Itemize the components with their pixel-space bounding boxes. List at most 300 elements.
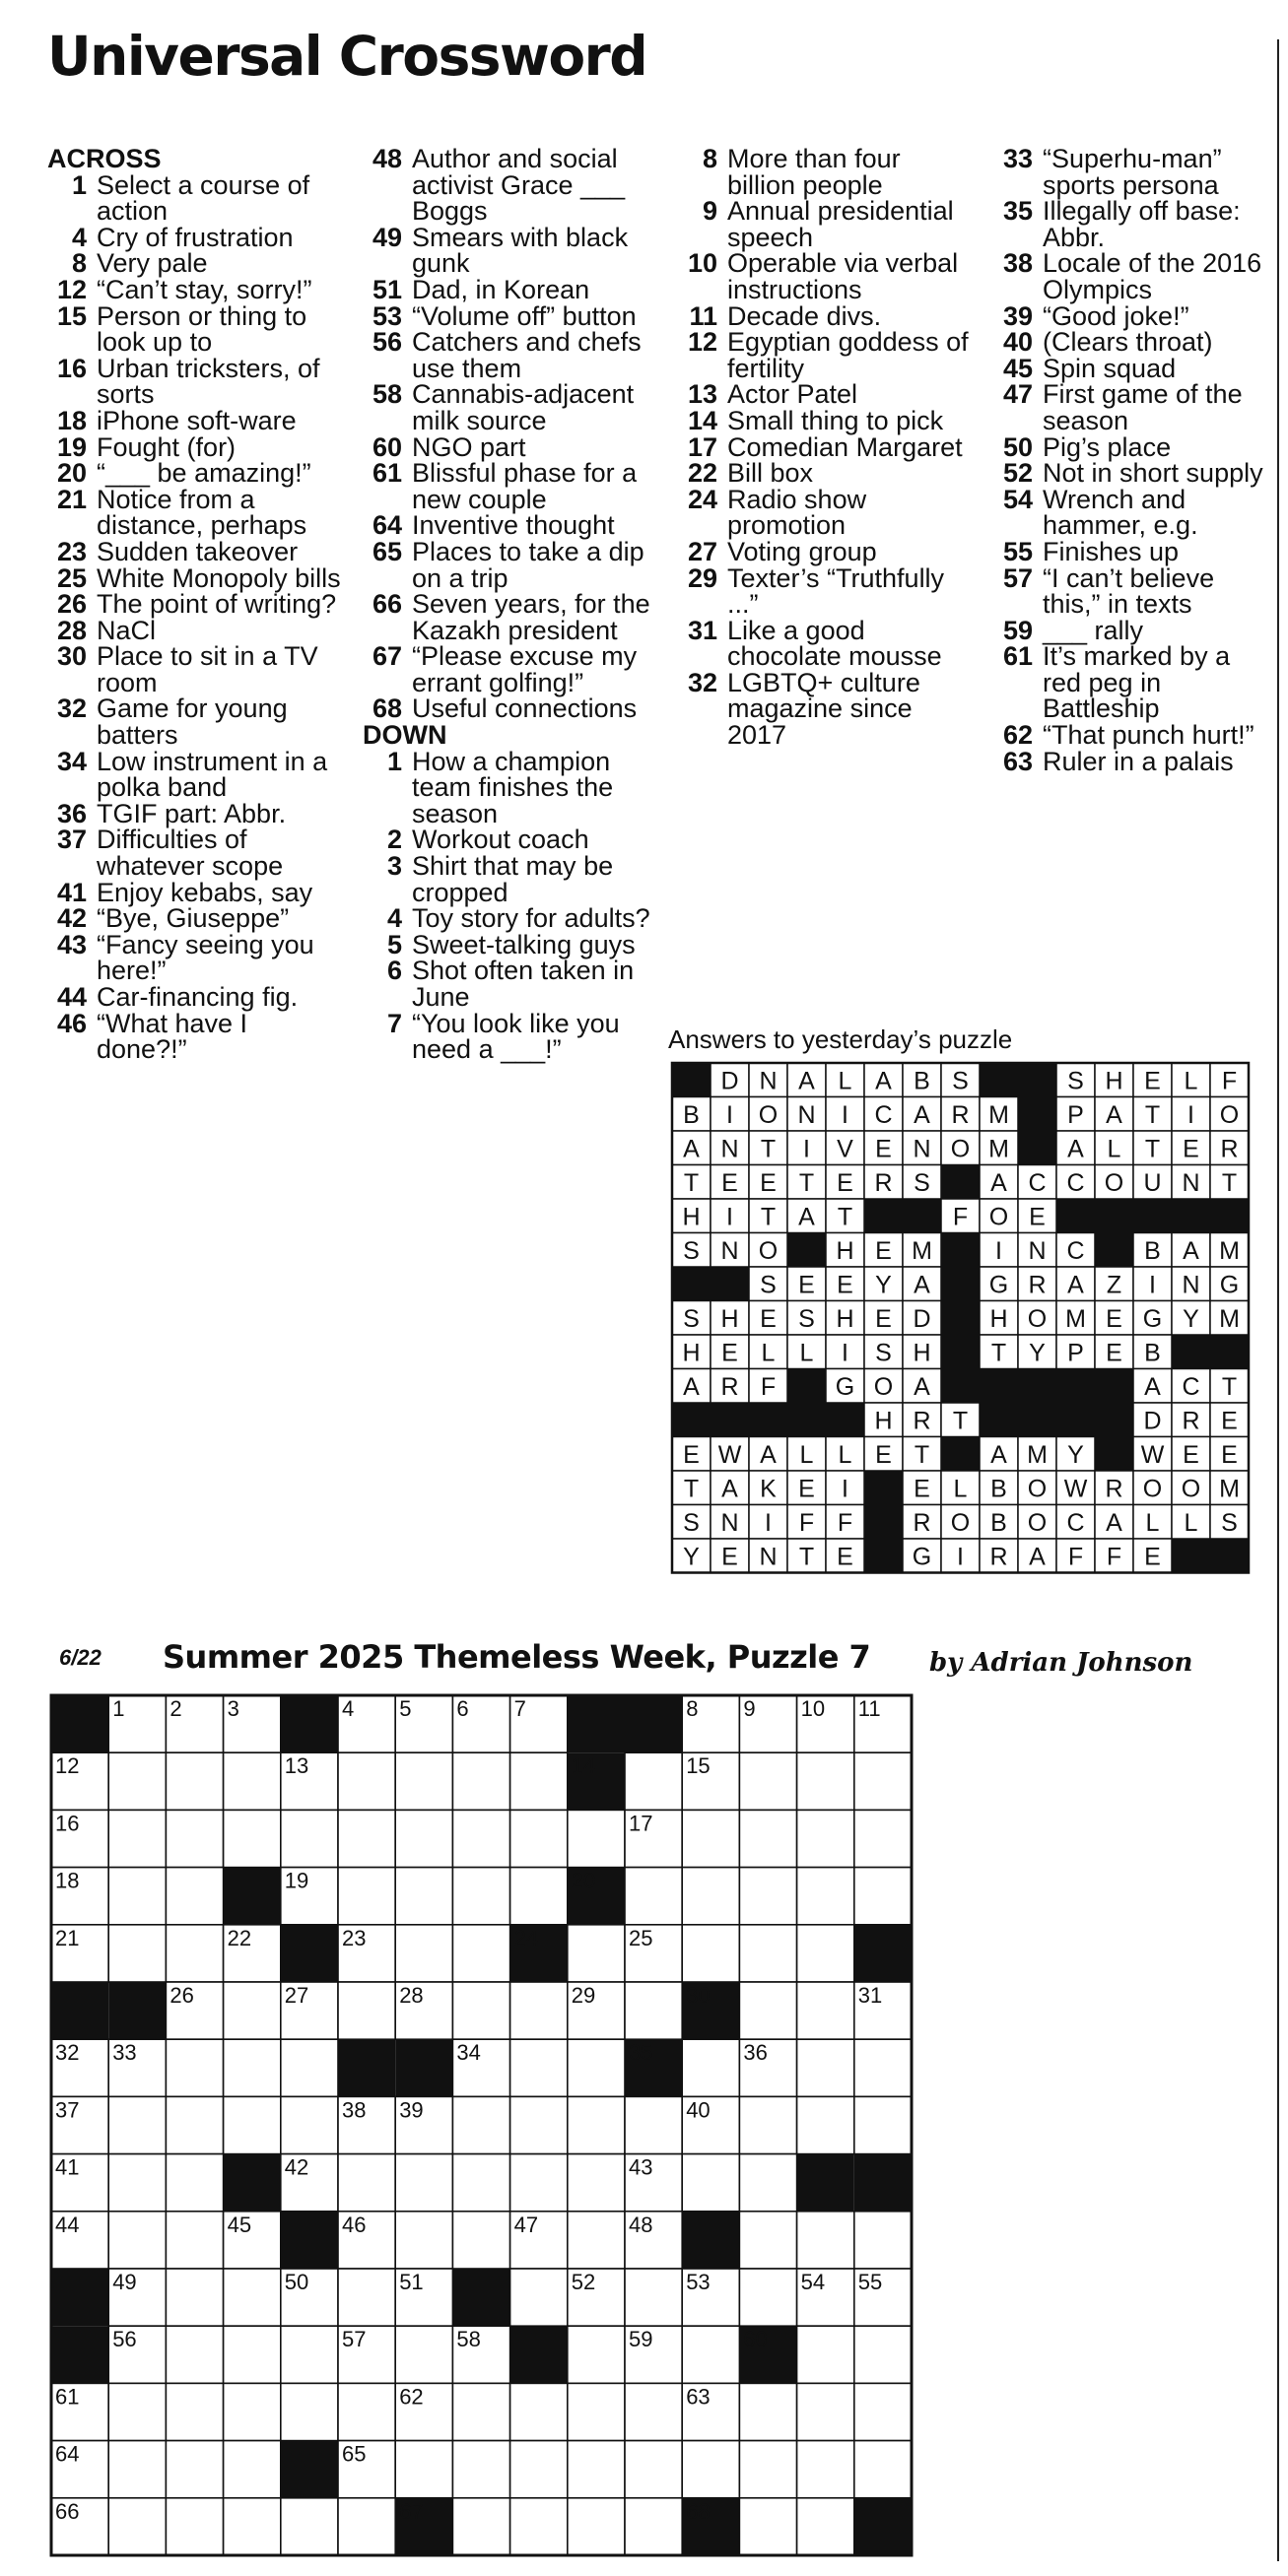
svg-text:O: O [1181, 1475, 1201, 1503]
clue-text: Radio show promotion [727, 484, 867, 541]
grid-cell[interactable] [625, 2096, 682, 2153]
grid-cell[interactable] [739, 2498, 796, 2555]
answer-cell [711, 1233, 749, 1268]
grid-cell[interactable] [739, 2383, 796, 2440]
grid-cell[interactable] [510, 2039, 568, 2096]
clue-text: Workout coach [412, 825, 589, 855]
grid-cell[interactable] [625, 1868, 682, 1925]
clue-text: “___ be amazing!” [97, 458, 311, 489]
grid-cell[interactable] [739, 2096, 796, 2153]
clue-item [47, 169, 343, 227]
grid-cell[interactable] [166, 1868, 223, 1925]
svg-text:H: H [989, 1304, 1008, 1333]
grid-cell[interactable] [568, 2154, 625, 2212]
answer-cell [787, 1131, 826, 1165]
answer-block-cell [941, 1267, 980, 1301]
grid-cell[interactable] [510, 2269, 568, 2326]
grid-cell[interactable] [338, 1810, 395, 1867]
grid-cell[interactable] [166, 2498, 223, 2555]
svg-text:H: H [836, 1236, 854, 1265]
clue-item [363, 643, 658, 695]
answer-cell [1056, 1233, 1095, 1268]
svg-text:E: E [798, 1475, 815, 1503]
grid-number: 5 [399, 1696, 412, 1721]
clue-item [678, 431, 974, 462]
clue-number: 16 [56, 353, 87, 383]
grid-cell[interactable] [739, 1925, 796, 1982]
grid-cell[interactable] [568, 2441, 625, 2498]
svg-text:R: R [1182, 1407, 1200, 1435]
clue-item [363, 929, 658, 959]
grid-cell[interactable] [224, 1982, 281, 2039]
grid-cell[interactable] [108, 2383, 166, 2440]
answer-cell [1210, 1301, 1249, 1336]
grid-cell[interactable] [166, 2383, 223, 2440]
answer-cell [1056, 1063, 1095, 1097]
answer-cell [1018, 1301, 1056, 1336]
grid-cell[interactable] [510, 2441, 568, 2498]
svg-text:A: A [1067, 1271, 1084, 1299]
grid-cell[interactable] [797, 2039, 854, 2096]
svg-text:O: O [1104, 1168, 1124, 1197]
clue-number: 39 [1002, 300, 1033, 331]
grid-cell[interactable] [568, 2383, 625, 2440]
grid-cell[interactable] [281, 2326, 338, 2383]
grid-cell[interactable] [281, 2383, 338, 2440]
grid-cell[interactable] [625, 2383, 682, 2440]
clue-text: “Volume off” button [412, 300, 637, 331]
clue-number: 30 [56, 641, 87, 672]
svg-text:M: M [1219, 1475, 1240, 1503]
clue-number: 55 [1002, 536, 1033, 566]
grid-cell[interactable] [625, 2498, 682, 2555]
svg-text:H: H [874, 1407, 893, 1435]
crossword-grid[interactable] [49, 1693, 1258, 2562]
grid-cell[interactable] [108, 1810, 166, 1867]
grid-cell[interactable] [510, 2498, 568, 2555]
svg-text:A: A [760, 1440, 777, 1469]
grid-number: 60 [743, 2327, 768, 2352]
grid-cell[interactable] [452, 1982, 509, 2039]
answer-cell [903, 1233, 941, 1268]
grid-cell[interactable] [568, 2326, 625, 2383]
clue-column-1 [47, 146, 343, 1063]
svg-text:S: S [1221, 1508, 1238, 1537]
grid-cell[interactable] [395, 2326, 452, 2383]
grid-cell[interactable] [166, 2441, 223, 2498]
answer-cell [1056, 1471, 1095, 1505]
answer-block-cell [1018, 1369, 1056, 1404]
clue-number: 26 [56, 589, 87, 620]
svg-text:L: L [838, 1067, 852, 1095]
grid-block-cell [510, 2326, 568, 2383]
grid-cell[interactable] [224, 2269, 281, 2326]
grid-cell[interactable] [108, 1752, 166, 1810]
grid-cell[interactable] [854, 2039, 912, 2096]
svg-text:S: S [875, 1339, 892, 1367]
svg-text:A: A [1183, 1236, 1199, 1265]
grid-number: 41 [55, 2154, 80, 2180]
clue-item [678, 146, 974, 198]
grid-cell[interactable] [108, 1868, 166, 1925]
clue-text: Not in short supply [1043, 458, 1263, 489]
answer-cell [941, 1131, 980, 1165]
grid-number: 35 [629, 2040, 653, 2066]
grid-cell[interactable] [452, 1810, 509, 1867]
answer-cell [1172, 1471, 1210, 1505]
grid-cell[interactable] [224, 2039, 281, 2096]
grid-cell[interactable] [739, 2212, 796, 2269]
svg-text:E: E [837, 1543, 853, 1571]
clue-text: “Superhu-man” sports persona [1043, 144, 1222, 200]
grid-cell[interactable] [452, 1868, 509, 1925]
clue-item [678, 562, 974, 620]
grid-block-cell [395, 2039, 452, 2096]
grid-cell[interactable] [682, 1868, 739, 1925]
grid-cell[interactable] [797, 2212, 854, 2269]
grid-cell[interactable] [797, 2326, 854, 2383]
grid-cell[interactable] [452, 2212, 509, 2269]
grid-cell[interactable] [739, 2154, 796, 2212]
grid-number: 62 [399, 2384, 424, 2410]
answer-cell [941, 1471, 980, 1505]
svg-text:P: P [1067, 1339, 1084, 1367]
svg-text:R: R [913, 1508, 931, 1537]
answer-cell [1018, 1539, 1056, 1573]
grid-cell[interactable] [568, 1810, 625, 1867]
grid-cell[interactable] [797, 1982, 854, 2039]
svg-text:Y: Y [875, 1271, 892, 1299]
svg-text:Y: Y [1067, 1440, 1084, 1469]
clue-text: Author and social activist Grace ___ Boggs [412, 144, 626, 227]
grid-cell[interactable] [395, 1752, 452, 1810]
grid-cell[interactable] [395, 1810, 452, 1867]
grid-cell[interactable] [797, 2441, 854, 2498]
answer-cell [1056, 1165, 1095, 1200]
grid-cell[interactable] [568, 2096, 625, 2153]
grid-cell[interactable] [166, 1810, 223, 1867]
grid-cell[interactable] [854, 1868, 912, 1925]
grid-cell[interactable] [568, 1925, 625, 1982]
grid-cell[interactable] [568, 2212, 625, 2269]
clue-number: 22 [687, 458, 717, 489]
grid-cell[interactable] [338, 2269, 395, 2326]
answer-cell [1018, 1437, 1056, 1472]
clue-number: 44 [56, 982, 87, 1012]
grid-cell[interactable] [854, 1752, 912, 1810]
clue-item [678, 667, 974, 751]
answer-cell [903, 1505, 941, 1540]
grid-cell[interactable] [452, 2383, 509, 2440]
grid-cell[interactable] [682, 1810, 739, 1867]
answer-cell [672, 1199, 711, 1233]
clue-text: “Can’t stay, sorry!” [97, 274, 312, 304]
clue-text: Spin squad [1043, 353, 1177, 383]
answer-block-cell [787, 1403, 826, 1437]
grid-cell[interactable] [797, 2383, 854, 2440]
answer-block-cell [980, 1403, 1018, 1437]
grid-cell[interactable] [682, 2039, 739, 2096]
answer-cell [711, 1369, 749, 1404]
svg-text:E: E [760, 1168, 777, 1197]
grid-cell[interactable] [108, 2498, 166, 2555]
grid-cell[interactable] [281, 2498, 338, 2555]
grid-cell[interactable] [797, 1925, 854, 1982]
clue-item [47, 1008, 343, 1065]
grid-cell[interactable] [510, 1752, 568, 1810]
page-title: Universal Crossword [47, 25, 647, 88]
clue-text: Dad, in Korean [412, 274, 590, 304]
svg-text:T: T [837, 1203, 853, 1231]
grid-cell[interactable] [854, 2441, 912, 2498]
grid-cell[interactable] [395, 1925, 452, 1982]
answer-cell [672, 1165, 711, 1200]
answer-cell [787, 1539, 826, 1573]
grid-cell[interactable] [281, 1810, 338, 1867]
grid-cell[interactable] [224, 1752, 281, 1810]
grid-cell[interactable] [452, 1752, 509, 1810]
grid-cell[interactable] [625, 2269, 682, 2326]
grid-block-cell [224, 2154, 281, 2212]
svg-text:F: F [760, 1372, 777, 1401]
grid-cell[interactable] [797, 2096, 854, 2153]
grid-cell[interactable] [797, 1752, 854, 1810]
grid-cell[interactable] [395, 2154, 452, 2212]
grid-cell[interactable] [739, 1868, 796, 1925]
grid-cell[interactable] [797, 2498, 854, 2555]
answer-cell [672, 1471, 711, 1505]
svg-text:F: F [1067, 1543, 1084, 1571]
clue-number: 54 [1002, 484, 1033, 514]
clue-number: 48 [372, 144, 402, 173]
grid-cell[interactable] [854, 2326, 912, 2383]
grid-cell[interactable] [395, 1868, 452, 1925]
answer-cell [1172, 1165, 1210, 1200]
svg-text:L: L [953, 1475, 968, 1503]
grid-cell[interactable] [510, 2154, 568, 2212]
grid-cell[interactable] [682, 2441, 739, 2498]
grid-cell[interactable] [108, 1925, 166, 1982]
answer-block-cell [980, 1369, 1018, 1404]
grid-cell[interactable] [682, 2154, 739, 2212]
grid-number: 45 [227, 2212, 252, 2237]
grid-cell[interactable] [625, 1752, 682, 1810]
grid-cell[interactable] [166, 1752, 223, 1810]
clue-number: 53 [372, 300, 402, 331]
svg-text:B: B [1144, 1236, 1161, 1265]
answer-cell [1018, 1335, 1056, 1369]
answer-cell [1095, 1505, 1133, 1540]
grid-cell[interactable] [510, 1868, 568, 1925]
grid-cell[interactable] [338, 2383, 395, 2440]
grid-cell[interactable] [108, 2441, 166, 2498]
grid-cell[interactable] [510, 2383, 568, 2440]
puzzle-title: Summer 2025 Themeless Week, Puzzle 7 [163, 1638, 871, 1676]
grid-cell[interactable] [510, 1810, 568, 1867]
clue-number: 1 [386, 746, 402, 776]
clue-number: 49 [372, 222, 402, 252]
grid-cell[interactable] [452, 2498, 509, 2555]
svg-text:L: L [1184, 1508, 1198, 1537]
grid-cell[interactable] [224, 1810, 281, 1867]
grid-cell[interactable] [338, 1868, 395, 1925]
svg-text:T: T [798, 1168, 815, 1197]
clue-text: White Monopoly bills [97, 562, 341, 593]
grid-number: 26 [169, 1983, 194, 2008]
grid-cell[interactable] [395, 2441, 452, 2498]
grid-cell[interactable] [166, 2326, 223, 2383]
grid-cell[interactable] [854, 1810, 912, 1867]
grid-cell[interactable] [854, 2212, 912, 2269]
clue-item [993, 198, 1274, 250]
grid-cell[interactable] [338, 2498, 395, 2555]
grid-cell[interactable] [510, 1982, 568, 2039]
svg-text:E: E [875, 1236, 892, 1265]
svg-text:T: T [1144, 1100, 1161, 1129]
grid-cell[interactable] [452, 1925, 509, 1982]
answer-cell [749, 1267, 787, 1301]
grid-cell[interactable] [224, 2441, 281, 2498]
grid-cell[interactable] [510, 2096, 568, 2153]
grid-cell[interactable] [166, 2096, 223, 2153]
clue-text: Place to sit in a TV room [97, 641, 318, 697]
answer-cell [1056, 1097, 1095, 1132]
svg-text:E: E [837, 1168, 853, 1197]
grid-cell[interactable] [224, 2498, 281, 2555]
answer-cell [1133, 1233, 1172, 1268]
svg-text:N: N [720, 1508, 739, 1537]
svg-text:I: I [842, 1475, 848, 1503]
svg-text:R: R [1220, 1135, 1239, 1163]
puzzle-date: 6/22 [59, 1645, 102, 1670]
svg-text:P: P [1067, 1100, 1084, 1129]
answer-cell [1095, 1267, 1133, 1301]
clue-text: Decade divs. [727, 300, 882, 331]
grid-cell[interactable] [166, 2269, 223, 2326]
grid-cell[interactable] [797, 1810, 854, 1867]
clue-number: 25 [56, 562, 87, 593]
grid-cell[interactable] [682, 2326, 739, 2383]
clue-text: Very pale [97, 248, 208, 279]
answer-cell [787, 1505, 826, 1540]
answer-cell [749, 1097, 787, 1132]
clue-item [47, 460, 343, 487]
answer-cell [903, 1539, 941, 1573]
grid-cell[interactable] [739, 1982, 796, 2039]
grid-cell[interactable] [739, 1810, 796, 1867]
svg-text:O: O [758, 1236, 779, 1265]
grid-cell[interactable] [338, 1982, 395, 2039]
grid-cell[interactable] [224, 2326, 281, 2383]
clue-text: Comedian Margaret [727, 431, 963, 462]
grid-cell[interactable] [854, 2096, 912, 2153]
grid-cell[interactable] [452, 2096, 509, 2153]
answer-block-cell [711, 1403, 749, 1437]
svg-text:E: E [1221, 1407, 1238, 1435]
grid-cell[interactable] [338, 1752, 395, 1810]
grid-cell[interactable] [854, 2383, 912, 2440]
grid-cell[interactable] [166, 2154, 223, 2212]
answer-cell [826, 1539, 864, 1573]
answer-cell [864, 1165, 903, 1200]
grid-cell[interactable] [224, 2383, 281, 2440]
grid-cell[interactable] [108, 2096, 166, 2153]
grid-block-cell [281, 1695, 338, 1752]
answer-cell [1056, 1335, 1095, 1369]
grid-cell[interactable] [166, 1925, 223, 1982]
clue-text: “You look like you need a ___!” [412, 1008, 620, 1065]
answer-block-cell [711, 1267, 749, 1301]
grid-cell[interactable] [739, 1752, 796, 1810]
svg-text:R: R [951, 1100, 970, 1129]
answer-block-cell [864, 1539, 903, 1573]
clue-number: 63 [1002, 746, 1033, 776]
svg-text:E: E [1106, 1339, 1122, 1367]
svg-text:E: E [721, 1543, 738, 1571]
answer-cell [903, 1403, 941, 1437]
grid-cell[interactable] [281, 2096, 338, 2153]
grid-cell[interactable] [625, 1982, 682, 2039]
grid-number: 2 [169, 1696, 182, 1721]
grid-cell[interactable] [797, 1868, 854, 1925]
clue-item [363, 512, 658, 539]
svg-text:R: R [720, 1372, 739, 1401]
answer-block-cell [1095, 1233, 1133, 1268]
answer-block-cell [1018, 1063, 1056, 1097]
svg-text:N: N [797, 1100, 816, 1129]
grid-cell[interactable] [224, 2096, 281, 2153]
grid-cell[interactable] [108, 2154, 166, 2212]
svg-text:E: E [798, 1271, 815, 1299]
answer-cell [672, 1131, 711, 1165]
grid-cell[interactable] [166, 2212, 223, 2269]
grid-cell[interactable] [395, 2212, 452, 2269]
grid-cell[interactable] [682, 1925, 739, 1982]
svg-text:E: E [1144, 1067, 1161, 1095]
answer-cell [1056, 1437, 1095, 1472]
answer-block-cell [1056, 1369, 1095, 1404]
clue-item [363, 431, 658, 462]
grid-number: 20 [571, 1868, 596, 1893]
svg-text:H: H [1105, 1067, 1123, 1095]
grid-cell[interactable] [739, 2269, 796, 2326]
clue-item [47, 929, 343, 986]
grid-cell[interactable] [452, 2441, 509, 2498]
grid-cell[interactable] [568, 2039, 625, 2096]
clue-item [47, 798, 343, 828]
answer-cell [826, 1097, 864, 1132]
grid-cell[interactable] [108, 2212, 166, 2269]
svg-text:L: L [799, 1339, 814, 1367]
grid-cell[interactable] [281, 2039, 338, 2096]
answer-cell [826, 1437, 864, 1472]
grid-block-cell [568, 1695, 625, 1752]
grid-cell[interactable] [739, 2441, 796, 2498]
clue-item [993, 536, 1274, 566]
svg-text:C: C [1028, 1168, 1047, 1197]
grid-number: 67 [399, 2498, 424, 2524]
clue-number: 68 [372, 694, 402, 724]
grid-cell[interactable] [338, 2154, 395, 2212]
grid-cell[interactable] [166, 2039, 223, 2096]
grid-cell[interactable] [568, 2498, 625, 2555]
answer-cell [1210, 1063, 1249, 1097]
svg-text:G: G [1142, 1304, 1163, 1333]
grid-cell[interactable] [452, 2154, 509, 2212]
svg-text:R: R [989, 1543, 1008, 1571]
grid-cell[interactable] [625, 2441, 682, 2498]
answer-cell [1210, 1471, 1249, 1505]
